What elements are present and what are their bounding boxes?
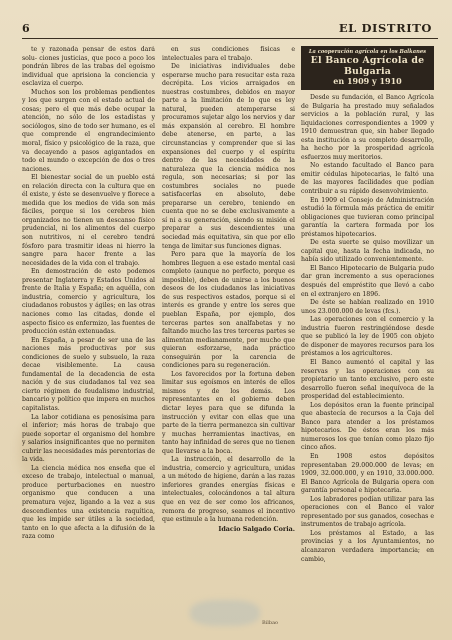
paragraph: Los préstamos al Estado, a las provincias y a los Ayuntamientos, no alcanzaron verdadera importancia; en cambio, xyxy=(301,529,434,563)
paragraph: Muchos son los problemas pendientes y los que surgen con el estado actual de cosas; pero el que más debe ocupar la atención, no sólo de los estadistas y sociólogos, sino de todo ser humano, es el que comprende el engrandecimiento moral, físico y psicológico de la raza, que va decayendo a pasos agigantados en todo el mundo o excepción de dos o tres naciones. xyxy=(22,88,155,173)
paragraph: De iniciativas individuales debe esperarse mucho para resucitar esta raza decrépita. Los vicios arraigados en nuestras costumbres, debidos en mayor parte a la limitación de lo que es ley natural, pueden atemperarse si procuramos sujetar algo los nervios y dar más expansión al cerebro. El hombre debe atenerse, en parte, a las circunstancias y comprender que si las expansiones del cuerpo y el espíritu dentro de las necesidades de la naturaleza que la ciencia médica nos regula, son necesarias; si por las costumbres sociales no puede satisfacerlas en absoluto, debe prepararse un cerebro, teniendo en cuenta que no se debe exclusivamente a sí ni a su generación, siendo su misión el preparar a sus descendientes una sociedad más equitativa, sin que por ello tenga de limitar sus funciones dignas. xyxy=(162,63,295,250)
column-2 xyxy=(162,46,295,626)
column-3 xyxy=(301,46,434,626)
paragraph: Las operaciones con el comercio y la industria fueron restringiéndose desde que se publicó la ley de 1905 con objeto de disponer de mayores recursos para los préstamos a los agricultores. xyxy=(301,316,434,358)
headline-title: El Banco Agrícola de Bulgaria xyxy=(310,55,425,77)
paragraph: En 1908 estos depósitos representaban 29.000.000 de levas; en 1909, 32.000.000, y en 1910, 33.000.000. El Banco Agrícola de Bulgaria opera con garantía personal e hipotecaria. xyxy=(301,452,434,495)
paragraph: En demostración de esto podemos presentar Inglaterra y Estados Unidos al frente de Italia y España; en aquélla, con industria, comercio y agricultura, los ciudadanos robustos y ágiles; en las otras naciones como las citadas, donde el aspecto físico es enfermizo, las fuentes de producción están extenuadas. xyxy=(22,268,155,336)
paragraph: La labor cotidiana es penosísima para el inferior; más horas de trabajo que puede soportar el organismo del hombre y salarios insignificantes que no permiten cubrir las necesidades más perentorias de la vida. xyxy=(22,413,155,464)
paragraph: El bienestar social de un pueblo está en relación directa con la cultura que en él existe, y éste se desenvuelve y florece a medida que los medios de vida son más fáciles, porque si los cerebros bien organizados no tienen un descanso físico prudencial, ni los alimentos del cuerpo son nutritivos, ni el cerebro tendrá fósforo para trasmitir ideas ni hierro la sangre para hacer frente a las necesidades de la vida con el trabajo. xyxy=(22,174,155,267)
paragraph: En 1909 el Consejo de Administración estudió la fórmula más práctica de emitir obligaciones que tuvieran como principal garantía la cartera formada por los préstamos hipotecarios. xyxy=(301,196,434,238)
publication-title: EL DISTRITO xyxy=(338,21,432,35)
paragraph: Los depósitos eran la fuente principal que abastecía de recursos a la Caja del Banco para atender a los préstamos hipotecarios. De éstos eran los más numerosos los que tenían como plazo fijo cinco años. xyxy=(301,401,434,452)
paragraph: te y razonada pensar de estos dará solu- ciones justicias, que poco a poco los pondrán libres de las trabas del egoísmo individual que aprisiona la conciencia y esclaviza el cuerpo. xyxy=(22,46,155,88)
paragraph: en sus condiciones físicas e intelectuales para el trabajo. xyxy=(162,46,295,62)
page-number: 6 xyxy=(22,22,30,35)
paragraph: Los favorecidos por la fortuna deben limitar sus egoísmos en interés de ellos mismos y de los demás. Los representantes en el gobierno deben dictar leyes para que se difunda la instrucción y evitar con ellas que una parte de la tierra permanezca sin cultivar y muchas herramientas inactivas, en tanto hay infinidad de seres que no tienen que llevarse a la boca. xyxy=(162,370,295,455)
page-header xyxy=(22,22,438,39)
paragraph: Desde su fundación, el Banco Agrícola de Bulgaria ha prestado muy señalados servicios a la población rural, y las liquidaciones correspondientes a 1909 y 1910 demuestran que, sin haber llegado esta institución a su completo desarrollo, ha hecho por la prosperidad agrícola esfuerzos muy meritorios. xyxy=(301,94,434,161)
author-signature: Idacio Salgado Coria. xyxy=(218,524,295,533)
column-1 xyxy=(22,46,155,626)
footer-place-mark: Bilbao xyxy=(262,620,279,626)
article-headline-banner xyxy=(301,46,434,90)
headline-kicker: La cooperación agrícola en los Balkanes xyxy=(308,49,427,55)
paragraph: La ciencia médica nos enseña que el exceso de trabajo, intelectual o manual, produce perturbaciones en nuestro organismo que conducen a una prematura vejez, ligando a la vez a sus descendientes una existencia raquítica, que les impide ser útiles a la sociedad, tanto en lo que afecta a la difusión de la raza como xyxy=(22,464,155,541)
library-stamp-mark xyxy=(190,600,260,626)
paragraph: No estando facultado el Banco para emitir cédulas hipotecarias, le faltó una de las mayores facilidades que podían contribuir a su rápido desenvolvimiento. xyxy=(301,162,434,196)
headline-years: en 1909 y 1910 xyxy=(333,76,402,86)
paragraph: De esta suerte se quiso movilizar un capital que, hasta la fecha indicada, no había sido utilizado convenientemente. xyxy=(301,239,434,264)
paragraph: Pero para que la mayoría de los hombres lleguen a ese estado mental casi completo (aunque no perfecto, porque es imposible), deben de unirse a los buenos deseos de los ciudadanos las iniciativas de sus respectivos estados, porque si el interés es grande y entre los seres que pueblan España, por ejemplo, dos terceras partes son analfabetas y no faltando mucho las tres terceras partes se alimentan medianamente, por mucho que quieran esforzarse, nada práctico conseguirán por la carencia de condiciones para su regeneración. xyxy=(162,251,295,370)
paragraph: En España, a pesar de ser una de las naciones más productivas por sus condiciones de suelo y subsuelo, la raza decae visiblemente. La causa fundamental de la decadencia de esta nación y de sus ciudadanos tal vez sea cierto régimen de feudalismo industrial, bancario y político que impera en muchos capitalistas. xyxy=(22,336,155,412)
paragraph: La instrucción, el desarrollo de la industria, comercio y agricultura, unidas a un método de higiene, darán a las razas inferiores grandes energías físicas e intelectuales, colocándonos a tal altura que en vez de ser como los africanos, remora de progreso, seamos el incentivo que estimule a la humana redención. xyxy=(162,456,295,524)
paragraph: De éste se habían realizado en 1910 unos 23.000.000 de levas (fcs.). xyxy=(301,299,434,315)
paragraph: El Banco Hipotecario de Bulgaria pudo dar gran incremento a sus operaciones después del empréstito que llevó a cabo en el extranjero en 1896. xyxy=(301,264,434,298)
paragraph: El Banco aumentó el capital y las reservas y las operaciones con su propietario un tanto exclusivo, pero este desarrollo fueron señal inequívoca de la prosperidad del establecimiento. xyxy=(301,358,434,401)
paragraph: Los labradores podían utilizar para las operaciones con el Banco el valor representado por sus ganados, cosechas e instrumentos de trabajo agrícola. xyxy=(301,495,434,529)
